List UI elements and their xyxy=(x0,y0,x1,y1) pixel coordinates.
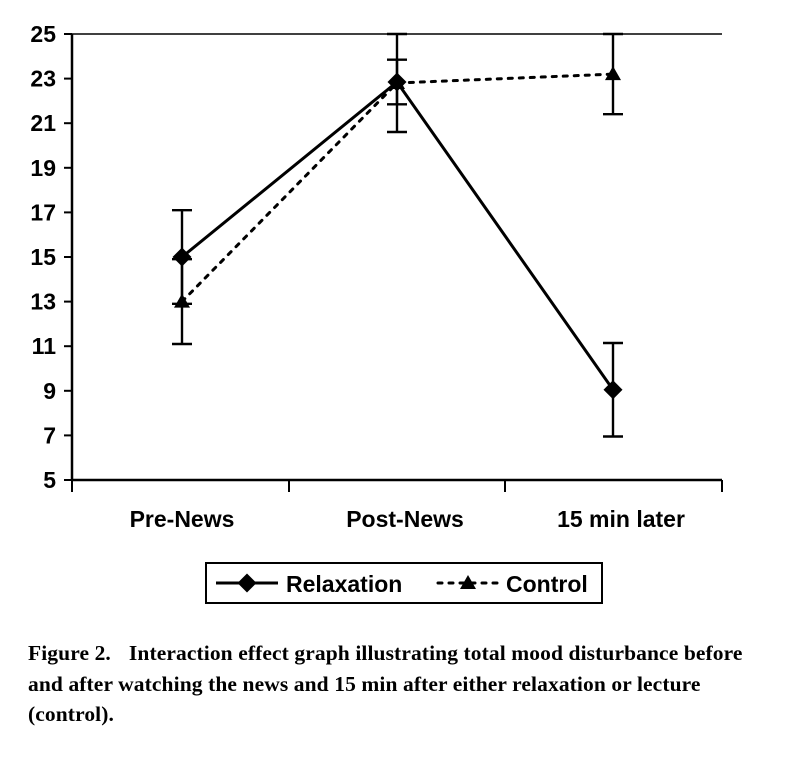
y-tick-label: 15 xyxy=(30,244,56,270)
y-tick-label: 5 xyxy=(43,467,56,493)
figure-caption-text: Interaction effect graph illustrating total mood disturbance before and after watching the news and 15 min after either relaxation or lecture (control). xyxy=(28,641,743,727)
chart-legend xyxy=(206,563,602,603)
y-tick-label: 17 xyxy=(30,199,56,226)
x-tick-label: 15 min later xyxy=(557,506,685,532)
x-tick-label: Pre-News xyxy=(129,506,235,532)
legend-label-control: Control xyxy=(506,571,588,597)
y-tick-label: 25 xyxy=(30,21,56,47)
y-tick-label: 11 xyxy=(31,333,56,360)
x-axis-ticks xyxy=(72,480,722,492)
y-tick-label: 19 xyxy=(30,154,56,181)
y-tick-label: 23 xyxy=(30,65,56,92)
figure-caption xyxy=(28,638,768,730)
y-tick-label: 21 xyxy=(30,110,56,137)
y-tick-label: 7 xyxy=(43,422,56,449)
legend-label-relaxation: Relaxation xyxy=(286,571,403,597)
y-tick-label: 9 xyxy=(43,377,56,404)
x-axis-category-labels xyxy=(130,506,685,532)
y-tick-label: 13 xyxy=(30,288,56,315)
y-axis-tick-labels xyxy=(30,21,56,493)
data-point-marker xyxy=(604,380,623,399)
figure-caption-label: Figure 2. xyxy=(28,641,111,665)
x-tick-label: Post-News xyxy=(346,506,464,532)
